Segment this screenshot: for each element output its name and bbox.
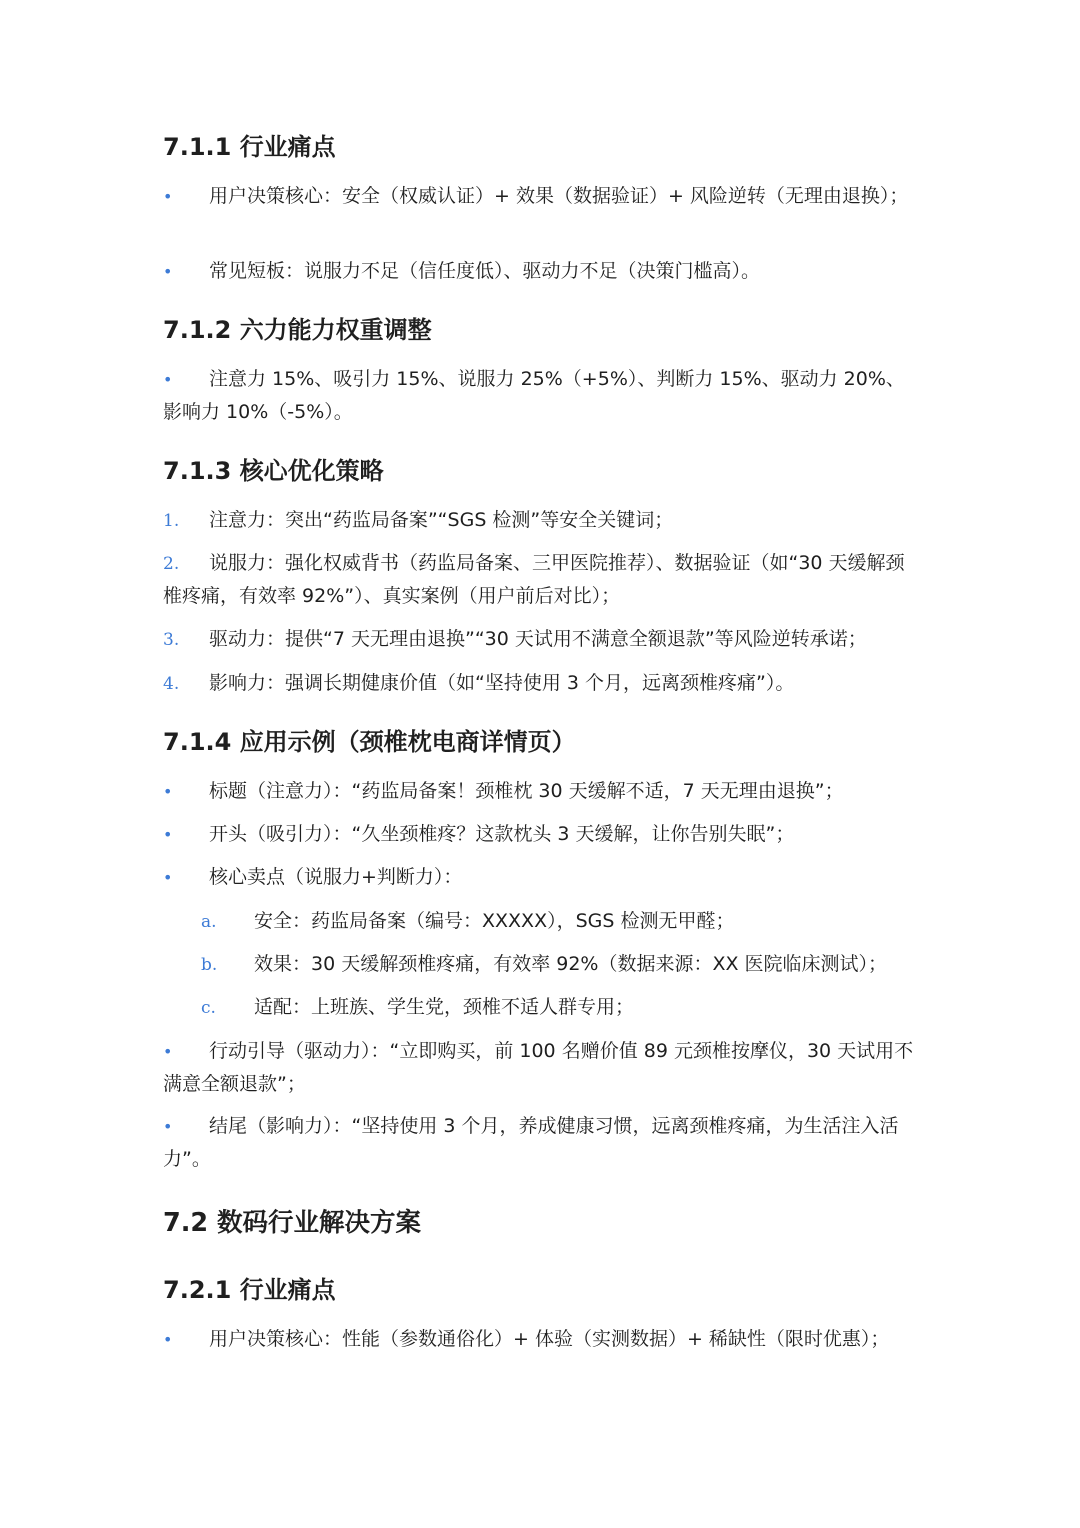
- numbered-item: [163, 547, 923, 612]
- list-item: [163, 1035, 923, 1100]
- section-heading-7-1-2: 7.1.2 六力能力权重调整: [163, 316, 432, 344]
- list-item: [163, 818, 923, 851]
- list-item: [163, 861, 923, 894]
- bullet-marker: •: [163, 370, 173, 389]
- list-item: [163, 180, 923, 213]
- letter-marker: b.: [201, 955, 218, 975]
- bullet-marker: •: [163, 1042, 173, 1061]
- bullet-marker: •: [163, 1330, 173, 1349]
- list-item: [163, 255, 923, 288]
- sub-list-item: [201, 948, 923, 981]
- list-item: [163, 775, 923, 808]
- numbered-item: [163, 623, 923, 656]
- list-item: [163, 363, 923, 428]
- bullet-marker: •: [163, 187, 173, 206]
- list-item-text: 适配：上班族、学生党，颈椎不适人群专用；: [254, 996, 635, 1018]
- list-item: [163, 1323, 923, 1356]
- bullet-marker: •: [163, 825, 173, 844]
- list-item-text: 行动引导（驱动力）：“立即购买，前 100 名赠价值 89 元颈椎按摩仪，30 天试用不满意全额退款”；: [163, 1040, 914, 1095]
- letter-marker: c.: [201, 998, 216, 1018]
- list-item: [163, 1110, 923, 1175]
- list-item-text: 效果：30 天缓解颈椎疼痛，有效率 92%（数据来源：XX 医院临床测试）；: [254, 953, 888, 975]
- list-item-text: 影响力：强调长期健康价值（如“坚持使用 3 个月，远离颈椎疼痛”）。: [209, 672, 795, 694]
- list-item-text: 说服力：强化权威背书（药监局备案、三甲医院推荐）、数据验证（如“30 天缓解颈椎疼痛，有效率 92%”）、真实案例（用户前后对比）；: [163, 552, 905, 607]
- numbered-item: [163, 667, 923, 700]
- list-item-text: 用户决策核心：安全（权威认证）+ 效果（数据验证）+ 风险逆转（无理由退换）；: [209, 185, 909, 207]
- list-item-text: 用户决策核心：性能（参数通俗化）+ 体验（实测数据）+ 稀缺性（限时优惠）；: [209, 1328, 890, 1350]
- list-item-text: 标题（注意力）：“药监局备案！颈椎枕 30 天缓解不适，7 天无理由退换”；: [209, 780, 844, 802]
- section-heading-7-2-1: 7.2.1 行业痛点: [163, 1276, 336, 1304]
- sub-list-item: [201, 905, 923, 938]
- section-heading-7-1-1: 7.1.1 行业痛点: [163, 133, 336, 161]
- list-item-text: 安全：药监局备案（编号：XXXXX），SGS 检测无甲醛；: [254, 910, 735, 932]
- list-item-text: 结尾（影响力）：“坚持使用 3 个月，养成健康习惯，远离颈椎疼痛，为生活注入活力”。: [163, 1115, 899, 1170]
- bullet-marker: •: [163, 262, 173, 281]
- number-marker: 4.: [163, 674, 180, 694]
- list-item-text: 驱动力：提供“7 天无理由退换”“30 天试用不满意全额退款”等风险逆转承诺；: [209, 628, 867, 650]
- section-heading-7-1-4: 7.1.4 应用示例（颈椎枕电商详情页）: [163, 728, 576, 756]
- list-item-text: 开头（吸引力）：“久坐颈椎疼？这款枕头 3 天缓解，让你告别失眠”；: [209, 823, 795, 845]
- bullet-marker: •: [163, 1117, 173, 1136]
- section-heading-7-2: 7.2 数码行业解决方案: [163, 1208, 422, 1238]
- number-marker: 1.: [163, 511, 180, 531]
- list-item-text: 常见短板：说服力不足（信任度低）、驱动力不足（决策门槛高）。: [209, 260, 761, 282]
- list-item-text: 注意力 15%、吸引力 15%、说服力 25%（+5%）、判断力 15%、驱动力 20%、影响力 10%（-5%）。: [163, 368, 905, 423]
- section-heading-7-1-3: 7.1.3 核心优化策略: [163, 457, 384, 485]
- numbered-item: [163, 504, 923, 537]
- sub-list-item: [201, 991, 923, 1024]
- letter-marker: a.: [201, 912, 217, 932]
- bullet-marker: •: [163, 868, 173, 887]
- list-item-text: 核心卖点（说服力+判断力）：: [209, 866, 463, 888]
- number-marker: 2.: [163, 554, 180, 574]
- list-item-text: 注意力：突出“药监局备案”“SGS 检测”等安全关键词；: [209, 509, 674, 531]
- bullet-marker: •: [163, 782, 173, 801]
- number-marker: 3.: [163, 630, 180, 650]
